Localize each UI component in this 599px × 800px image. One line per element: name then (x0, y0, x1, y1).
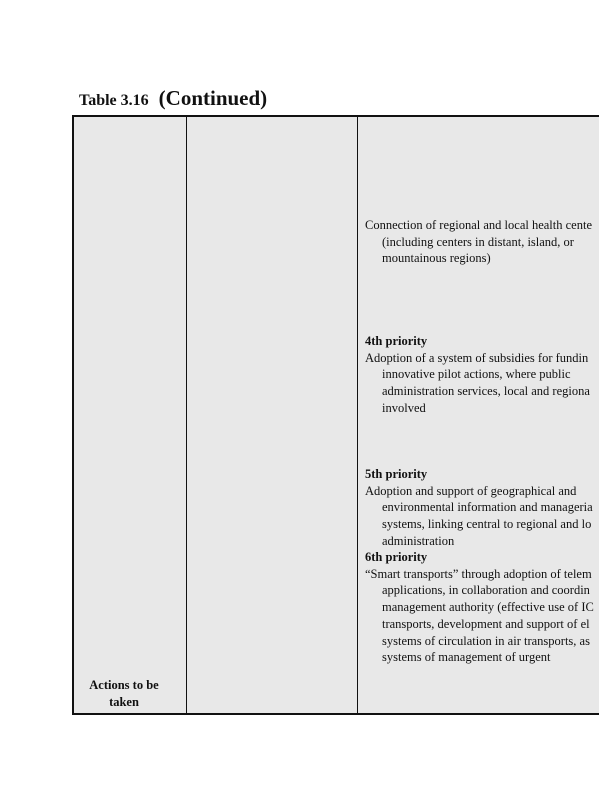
entry-health-centers (365, 217, 599, 267)
entry-6th-priority (365, 549, 599, 666)
column-divider-2 (357, 117, 358, 713)
priority-heading: 5th priority (365, 467, 428, 481)
priority-heading: 6th priority (365, 550, 428, 564)
entry-text: Adoption of a system of subsidies for fundin innovative pilot actions, where public administration services, local and regiona involved (365, 350, 590, 415)
entry-text: Adoption and support of geographical and environmental information and manageria systems, linking central to regional and lo administration (365, 483, 593, 548)
entry-text: Connection of regional and local health cente (including centers in distant, island, or mountainous regions) (365, 218, 592, 266)
table-caption (79, 86, 267, 111)
entry-text: “Smart transports” through adoption of telem applications, in collaboration and coordin management authority (effective use of IC transports, development and support of el systems of circulation in air transports, as systems of management of urgent (365, 566, 594, 665)
priority-heading: 4th priority (365, 334, 428, 348)
column-divider-1 (186, 117, 187, 713)
entry-5th-priority (365, 466, 599, 550)
continued-label: (Continued) (158, 86, 268, 110)
entry-4th-priority (365, 333, 599, 417)
row-label-actions: Actions to be taken (89, 678, 159, 709)
table (72, 115, 599, 715)
table-number: Table 3.16 (79, 92, 149, 109)
